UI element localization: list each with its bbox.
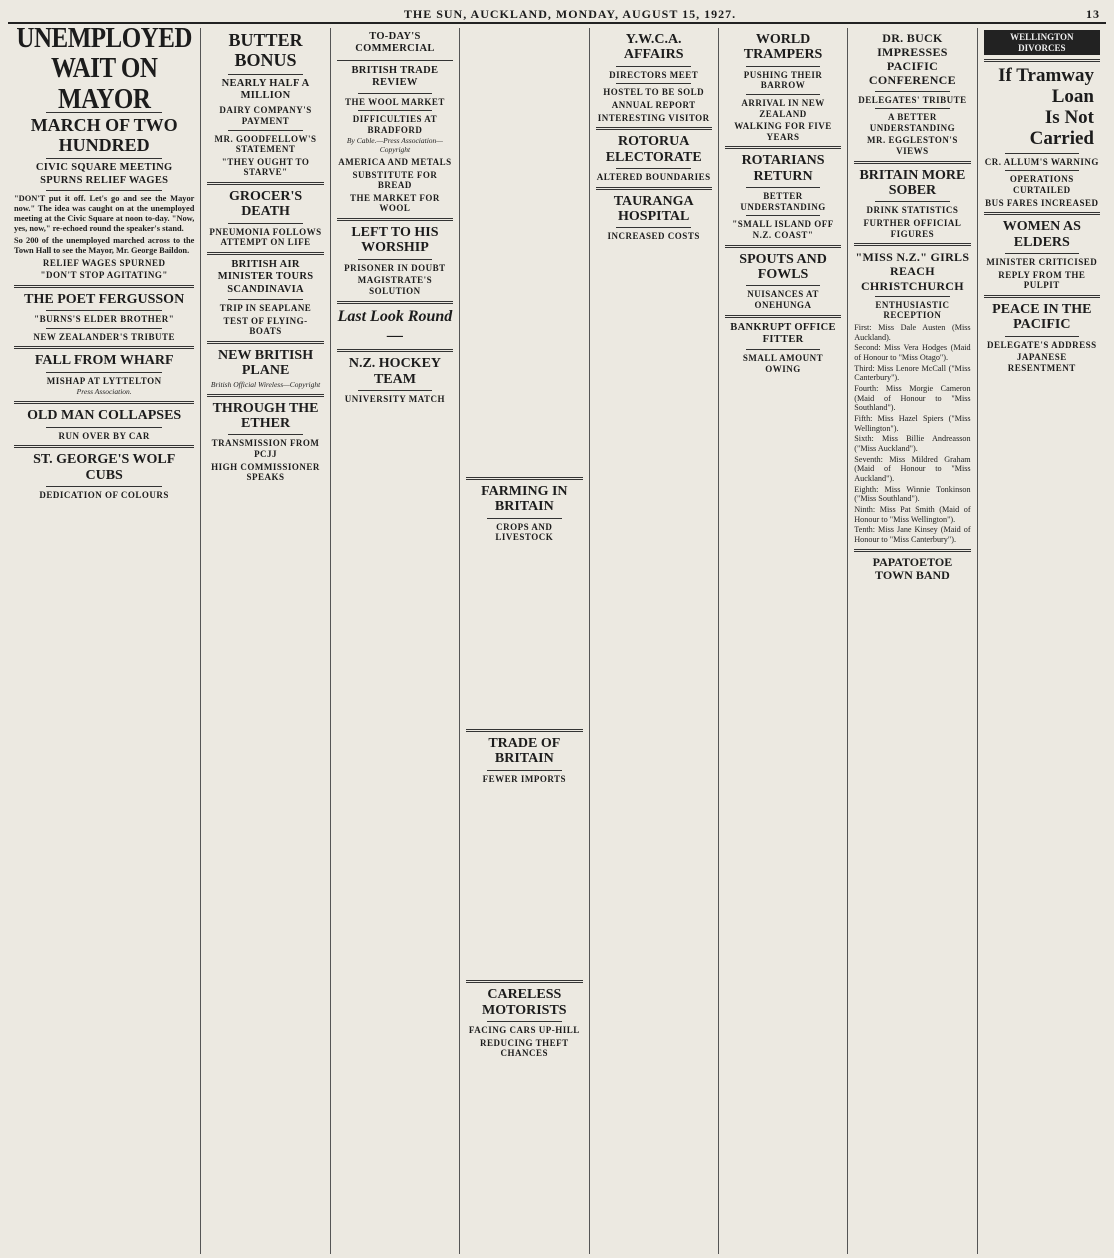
- subhead-visitor: INTERESTING VISITOR: [597, 112, 710, 123]
- subhead-a-better: A BETTER UNDERSTANDING: [869, 112, 956, 133]
- subhead-fewer-imports: FEWER IMPORTS: [482, 773, 567, 784]
- subhead-figures: FURTHER OFFICIAL FIGURES: [863, 218, 962, 239]
- subhead-allum: CR. ALLUM'S WARNING: [984, 156, 1099, 167]
- headline-rotorua: ROTORUA ELECTORATE: [605, 134, 702, 165]
- subhead-wool-market: THE WOOL MARKET: [345, 96, 445, 107]
- subhead-small-amount: SMALL AMOUNT OWING: [742, 353, 824, 375]
- headline-farming: FARMING IN BRITAIN: [481, 484, 568, 515]
- headline-unemployed: UNEMPLOYED WAIT ON MAYOR: [16, 28, 192, 115]
- columns: [8, 28, 1106, 1254]
- list-item: Seventh: Miss Mildred Graham (Maid of Honour to "Miss Auckland").: [854, 454, 971, 484]
- subhead-small-island: "SMALL ISLAND OFF N.Z. COAST": [732, 219, 834, 241]
- headline-tramway-2: Is Not Carried: [1029, 107, 1094, 149]
- headline-bankrupt: BANKRUPT OFFICE FITTER: [730, 321, 836, 346]
- headline-band: PAPATOETOE TOWN BAND: [872, 554, 953, 582]
- list-item: Sixth: Miss Billie Andreasson ("Miss Auckland").: [854, 434, 971, 454]
- subhead-magistrate: MAGISTRATE'S SOLUTION: [357, 275, 433, 297]
- subhead-onehunga: NUISANCES AT ONEHUNGA: [747, 289, 819, 311]
- headline-spouts: SPOUTS AND FOWLS: [739, 251, 827, 283]
- byline-press: Press Association.: [76, 387, 132, 397]
- subhead-drink: DRINK STATISTICS: [866, 205, 959, 216]
- headline-miss-nz: "MISS N.Z." GIRLS REACH CHRISTCHURCH: [855, 250, 970, 293]
- headline-trade-britain: TRADE OF BRITAIN: [488, 736, 561, 767]
- list-item: Tenth: Miss Jane Kinsey (Maid of Honour to "Miss Canterbury").: [854, 525, 971, 545]
- subhead-arrival: ARRIVAL IN NEW ZEALAND: [741, 98, 825, 119]
- headline-rotarians: ROTARIANS RETURN: [741, 153, 825, 184]
- headline-tauranga: TAURANGA HOSPITAL: [613, 193, 694, 224]
- column-4: [460, 28, 589, 1254]
- byline-cable: By Cable.—Press Association—Copyright: [346, 136, 443, 155]
- subhead-burns: "BURNS'S ELDER BROTHER": [34, 314, 175, 325]
- list-item: Ninth: Miss Pat Smith (Maid of Honour to "Miss Wellington").: [854, 505, 971, 524]
- list-item: Fifth: Miss Hazel Spiers ("Miss Wellington").: [854, 414, 971, 433]
- subhead-dairy-company: DAIRY COMPANY'S PAYMENT: [219, 105, 312, 126]
- subhead-crops: CROPS AND LIVESTOCK: [495, 521, 554, 543]
- subhead-dont-stop: "DON'T STOP AGITATING": [40, 270, 168, 281]
- subhead-annual-report: ANNUAL REPORT: [611, 100, 696, 110]
- lede-unemployed: "DON'T put it off. Let's go and see the Mayor now." The idea was caught on at the unemployed meeting at the Civic Square at noon to-day. "Now, yes, now," re-echoed round the speaker's stand.: [14, 194, 195, 233]
- subhead-boundaries: ALTERED BOUNDARIES: [596, 172, 711, 182]
- list-item: Second: Miss Vera Hodges (Maid of Honour to "Miss Otago").: [854, 343, 971, 362]
- subhead-bus-fares: BUS FARES INCREASED: [985, 197, 1099, 208]
- subhead-better-understanding: BETTER UNDERSTANDING: [740, 191, 826, 212]
- headline-wolf-cubs: ST. GEORGE'S WOLF CUBS: [33, 452, 176, 483]
- byline-wireless: British Official Wireless—Copyright: [210, 379, 321, 389]
- subhead-reception: ENTHUSIASTIC RECEPTION: [875, 299, 950, 321]
- subhead-market-wool: THE MARKET FOR WOOL: [350, 192, 440, 214]
- headline-grocer: GROCER'S DEATH: [229, 189, 303, 220]
- subhead-run-over: RUN OVER BY CAR: [58, 430, 150, 441]
- headline-butter-bonus: BUTTER BONUS: [228, 30, 303, 70]
- subhead-directors: DIRECTORS MEET: [609, 69, 699, 80]
- headline-poet: THE POET FERGUSSON: [24, 291, 185, 307]
- subhead-theft: REDUCING THEFT CHANCES: [480, 1037, 569, 1059]
- subhead-bread: SUBSTITUTE FOR BREAD: [352, 169, 438, 191]
- subhead-nz-tribute: NEW ZEALANDER'S TRIBUTE: [33, 331, 176, 342]
- headline-dr-buck: DR. BUCK IMPRESSES PACIFIC CONFERENCE: [868, 31, 956, 88]
- subhead-pcjj: TRANSMISSION FROM PCJJ: [211, 438, 320, 459]
- headline-divorces: WELLINGTON DIVORCES: [984, 30, 1100, 55]
- subhead-barrow: PUSHING THEIR BARROW: [743, 69, 823, 91]
- headline-hockey: N.Z. HOCKEY TEAM: [348, 356, 442, 387]
- subhead-starve: "THEY OUGHT TO STARVE": [221, 156, 310, 178]
- headline-ether: THROUGH THE ETHER: [212, 400, 319, 431]
- subhead-uphill: FACING CARS UP-HILL: [468, 1025, 580, 1036]
- subhead-colours: DEDICATION OF COLOURS: [39, 489, 169, 500]
- headline-worship: LEFT TO HIS WORSHIP: [351, 225, 439, 256]
- miss-nz-list: [854, 323, 970, 545]
- subhead-delegate-address: DELEGATE'S ADDRESS: [987, 339, 1097, 350]
- column-1: [8, 28, 201, 1254]
- headline-trampers: WORLD TRAMPERS: [743, 32, 823, 63]
- subhead-prisoner: PRISONER IN DOUBT: [344, 262, 446, 273]
- subhead-relief-wages: RELIEF WAGES SPURNED: [42, 257, 166, 268]
- subhead-flying-boats: TEST OF FLYING-BOATS: [223, 315, 308, 337]
- subhead-eggleston: MR. EGGLESTON'S VIEWS: [867, 135, 958, 157]
- masthead: [8, 6, 1106, 24]
- column-2: [201, 28, 330, 1254]
- column-7: [848, 28, 977, 1254]
- subhead-civic-square: CIVIC SQUARE MEETING SPURNS RELIEF WAGES: [35, 162, 173, 186]
- headline-ywca: Y.W.C.A. AFFAIRS: [623, 32, 684, 63]
- headline-last-look: Last Look Round—: [337, 307, 453, 344]
- subhead-half-million: NEARLY HALF A MILLION: [221, 77, 310, 101]
- subhead-minister-criticised: MINISTER CRITICISED: [986, 257, 1098, 267]
- subhead-goodfellow: MR. GOODFELLOW'S STATEMENT: [214, 133, 317, 155]
- headline-tramway-1: If Tramway Loan: [998, 65, 1094, 108]
- subhead-high-commissioner: HIGH COMMISSIONER SPEAKS: [211, 461, 320, 483]
- subhead-five-years: WALKING FOR FIVE YEARS: [734, 121, 832, 142]
- subhead-japanese: JAPANESE RESENTMENT: [1007, 352, 1076, 373]
- headline-sober: BRITAIN MORE SOBER: [859, 167, 966, 199]
- headline-careless: CARELESS MOTORISTS: [482, 987, 567, 1018]
- headline-old-man: OLD MAN COLLAPSES: [27, 408, 182, 424]
- masthead-title: THE SUN, AUCKLAND, MONDAY, AUGUST 15, 1927.: [403, 6, 737, 21]
- list-item: Fourth: Miss Morgie Cameron (Maid of Honour to "Miss Southland").: [854, 384, 971, 413]
- subhead-hostel: HOSTEL TO BE SOLD: [603, 87, 705, 98]
- subhead-pulpit: REPLY FROM THE PULPIT: [998, 269, 1086, 291]
- column-8: [978, 28, 1106, 1254]
- subhead-march: MARCH OF TWO HUNDRED: [30, 114, 178, 155]
- headline-new-plane: NEW BRITISH PLANE: [218, 347, 314, 379]
- subhead-delegates: DELEGATES' TRIBUTE: [858, 94, 967, 105]
- column-6: [719, 28, 848, 1254]
- headline-peace: PEACE IN THE PACIFIC: [992, 301, 1092, 333]
- list-item: Eighth: Miss Winnie Tonkinson ("Miss Southland").: [854, 484, 971, 504]
- subhead-pneumonia: PNEUMONIA FOLLOWS ATTEMPT ON LIFE: [209, 226, 322, 248]
- headline-women-elders: WOMEN AS ELDERS: [1002, 219, 1081, 250]
- subhead-seaplane: TRIP IN SEAPLANE: [219, 303, 312, 314]
- subhead-bradford: DIFFICULTIES AT BRADFORD: [352, 114, 438, 135]
- headline-air-minister: BRITISH AIR MINISTER TOURS SCANDINAVIA: [217, 259, 314, 295]
- subhead-operations: OPERATIONS CURTAILED: [1009, 174, 1074, 195]
- list-item: First: Miss Dale Austen (Miss Auckland).: [854, 322, 971, 342]
- subhead-trade-review: BRITISH TRADE REVIEW: [351, 64, 439, 89]
- headline-commercial: TO-DAY'S COMMERCIAL: [355, 31, 435, 55]
- subhead-university: UNIVERSITY MATCH: [344, 394, 446, 405]
- page-number: 13: [1086, 6, 1100, 21]
- lede-unemployed-2: So 200 of the unemployed marched across to the Town Hall to see the Mayor, Mr. George Baildon.: [14, 235, 195, 255]
- subhead-costs: INCREASED COSTS: [607, 231, 700, 242]
- subhead-lyttelton: MISHAP AT LYTTELTON: [46, 375, 162, 386]
- headline-wharf: FALL FROM WHARF: [34, 353, 174, 369]
- list-item: Third: Miss Lenore McCall ("Miss Canterbury").: [854, 363, 971, 383]
- subhead-metals: AMERICA AND METALS: [338, 157, 452, 168]
- column-3: [331, 28, 460, 1254]
- column-5: [590, 28, 719, 1254]
